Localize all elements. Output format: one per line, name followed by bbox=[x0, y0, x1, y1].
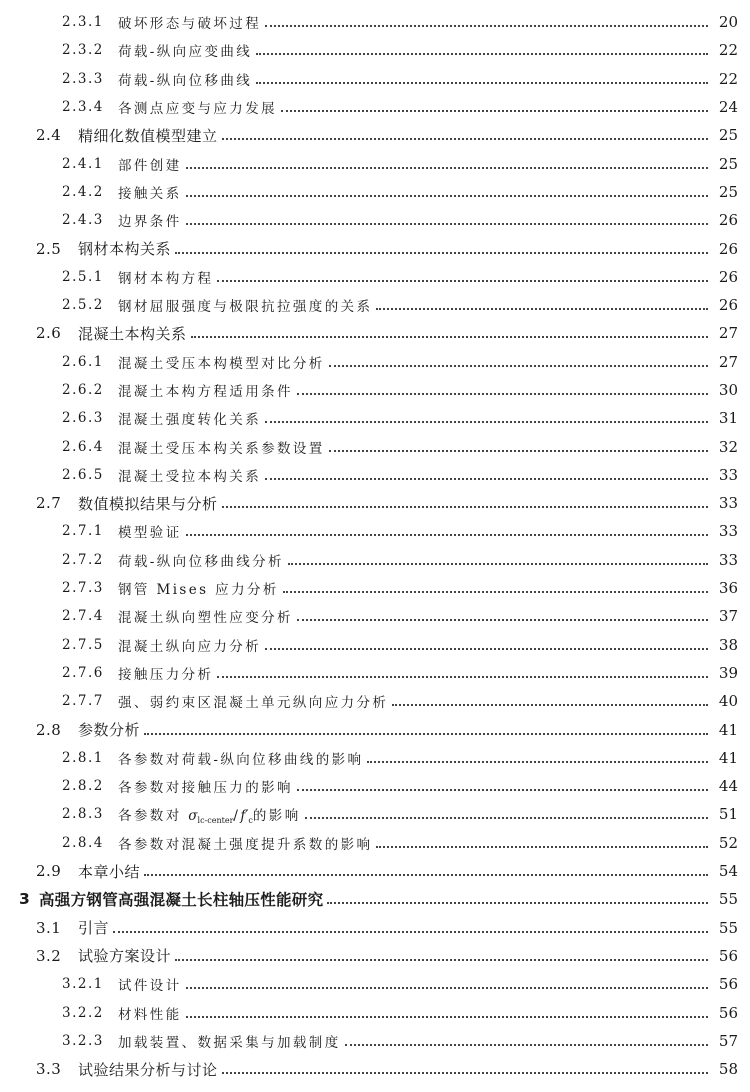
toc-entry-title: 钢材本构方程 bbox=[118, 270, 214, 287]
toc-entry-number: 3.2.3 bbox=[62, 1032, 104, 1049]
toc-entry-page: 32 bbox=[718, 437, 738, 456]
toc-entry-number: 3.2.2 bbox=[62, 1004, 104, 1021]
dot-leader bbox=[392, 704, 708, 706]
toc-entry-number: 3.2.1 bbox=[62, 976, 104, 993]
toc-entry[interactable] bbox=[0, 178, 750, 206]
dot-leader bbox=[265, 478, 708, 480]
toc-entry[interactable] bbox=[0, 461, 750, 489]
toc-entry-title: 荷载-纵向位移曲线分析 bbox=[118, 553, 284, 570]
toc-entry-number: 2.8 bbox=[36, 720, 62, 739]
toc-entry-title: 边界条件 bbox=[118, 214, 182, 231]
toc-entry-title: 钢管 Mises 应力分析 bbox=[118, 582, 279, 599]
toc-entry[interactable] bbox=[0, 8, 750, 36]
dot-leader bbox=[186, 167, 708, 169]
toc-entry-title: 混凝土纵向应力分析 bbox=[118, 638, 262, 655]
toc-entry[interactable] bbox=[0, 36, 750, 64]
toc-entry-number: 2.6.3 bbox=[62, 410, 104, 427]
toc-entry-title: 钢材屈服强度与极限抗拉强度的关系 bbox=[118, 299, 373, 316]
toc-entry-page: 51 bbox=[718, 805, 738, 824]
toc-entry-title: 材料性能 bbox=[118, 1006, 182, 1023]
dot-leader bbox=[217, 280, 708, 282]
toc-entry[interactable] bbox=[0, 263, 750, 291]
dot-leader bbox=[175, 252, 708, 254]
dot-leader bbox=[222, 138, 708, 140]
toc-entry-page: 58 bbox=[718, 1060, 738, 1079]
toc-entry-title bbox=[118, 804, 301, 825]
toc-entry-number: 3.3 bbox=[36, 1060, 62, 1079]
toc-entry-title: 试验方案设计 bbox=[78, 947, 172, 966]
toc-entry-page: 55 bbox=[718, 890, 738, 909]
toc-entry-number: 2.4.2 bbox=[62, 183, 104, 200]
toc-title-part-sub2: c bbox=[248, 815, 253, 825]
dot-leader bbox=[265, 25, 708, 27]
toc-entry[interactable] bbox=[0, 857, 750, 885]
toc-entry-number: 2.7.4 bbox=[62, 608, 104, 625]
toc-entry-title: 接触关系 bbox=[118, 185, 182, 202]
toc-entry[interactable] bbox=[0, 574, 750, 602]
toc-entry[interactable] bbox=[0, 970, 750, 998]
toc-entry-title: 混凝土纵向塑性应变分析 bbox=[118, 610, 293, 627]
toc-entry[interactable] bbox=[0, 885, 750, 913]
toc-entry-title: 荷载-纵向位移曲线 bbox=[118, 72, 253, 89]
dot-leader bbox=[144, 733, 708, 735]
toc-entry-title: 破坏形态与破坏过程 bbox=[118, 16, 262, 33]
toc-entry-title: 混凝土本构方程适用条件 bbox=[118, 384, 293, 400]
toc-title-part-sym: σ bbox=[188, 807, 198, 824]
dot-leader bbox=[217, 676, 708, 678]
toc-entry-title: 各参数对混凝土强度提升系数的影响 bbox=[118, 836, 373, 853]
dot-leader bbox=[297, 789, 708, 791]
toc-entry-title: 各参数对荷载-纵向位移曲线的影响 bbox=[118, 751, 364, 768]
dot-leader bbox=[376, 846, 708, 848]
toc-entry-title: 各参数对接触压力的影响 bbox=[118, 780, 293, 797]
toc-entry-page: 41 bbox=[718, 720, 738, 739]
toc-entry-page: 31 bbox=[718, 409, 738, 428]
toc-entry-title: 接触压力分析 bbox=[118, 666, 214, 683]
toc-entry-number: 2.8.1 bbox=[62, 749, 104, 766]
toc-entry-page: 33 bbox=[718, 465, 738, 484]
toc-entry-number: 3.2 bbox=[36, 946, 62, 965]
toc-entry[interactable] bbox=[0, 914, 750, 942]
toc-entry-title: 混凝土受压本构模型对比分析 bbox=[118, 355, 325, 372]
toc-entry-page: 33 bbox=[718, 522, 738, 541]
toc-entry-title: 各测点应变与应力发展 bbox=[118, 101, 277, 118]
dot-leader bbox=[113, 931, 708, 933]
toc-entry-page: 54 bbox=[718, 862, 738, 881]
toc-entry-number: 2.6.1 bbox=[62, 353, 104, 370]
toc-entry-number: 2.7.6 bbox=[62, 664, 104, 681]
toc-entry[interactable] bbox=[0, 631, 750, 659]
toc-entry-page: 30 bbox=[718, 381, 738, 399]
toc-entry-page: 27 bbox=[718, 352, 738, 371]
toc-entry-title: 高强方钢管高强混凝土长柱轴压性能研究 bbox=[39, 891, 324, 910]
toc-entry[interactable] bbox=[0, 93, 750, 121]
toc-entry-number: 2.7.2 bbox=[62, 551, 104, 568]
toc-entry-number: 2.3.1 bbox=[62, 14, 104, 31]
toc-entry-page: 20 bbox=[718, 13, 738, 32]
toc-entry[interactable] bbox=[0, 517, 750, 545]
toc-entry-page: 37 bbox=[718, 607, 738, 626]
dot-leader bbox=[281, 110, 708, 112]
toc-entry-title: 荷载-纵向应变曲线 bbox=[118, 44, 253, 61]
toc-entry-page: 40 bbox=[718, 692, 738, 711]
toc-entry[interactable] bbox=[0, 602, 750, 630]
toc-entry-number: 2.8.3 bbox=[62, 806, 104, 823]
toc-entry[interactable] bbox=[0, 348, 750, 376]
dot-leader bbox=[186, 223, 708, 225]
toc-entry-title: 数值模拟结果与分析 bbox=[78, 494, 218, 513]
toc-entry-page: 38 bbox=[718, 635, 738, 654]
toc-title-part-mid: / bbox=[233, 807, 241, 824]
toc-entry-number: 2.7.1 bbox=[62, 523, 104, 540]
toc-entry-page: 33 bbox=[718, 550, 738, 569]
toc-entry-number: 2.7.5 bbox=[62, 636, 104, 653]
toc-title-part-pre: 各参数对 bbox=[118, 807, 189, 824]
toc-entry[interactable] bbox=[0, 800, 750, 828]
dot-leader bbox=[345, 1044, 708, 1046]
toc-entry[interactable] bbox=[0, 998, 750, 1026]
dot-leader bbox=[186, 1016, 708, 1018]
toc-entry-page: 22 bbox=[718, 41, 738, 60]
toc-entry[interactable] bbox=[0, 546, 750, 574]
dot-leader bbox=[329, 450, 708, 452]
toc-entry[interactable] bbox=[0, 291, 750, 319]
toc-entry-page: 33 bbox=[718, 494, 738, 513]
toc-entry-title: 混凝土本构关系 bbox=[78, 324, 187, 343]
dot-leader bbox=[297, 619, 708, 621]
toc-entry-title: 试件设计 bbox=[118, 978, 182, 995]
toc-entry-title: 试验结果分析与讨论 bbox=[78, 1060, 218, 1079]
toc-entry-number: 2.7.3 bbox=[62, 580, 104, 597]
dot-leader bbox=[305, 817, 708, 819]
toc-entry-title: 强、弱约束区混凝土单元纵向应力分析 bbox=[118, 695, 389, 712]
toc-entry-title: 加载装置、数据采集与加载制度 bbox=[118, 1034, 341, 1051]
toc-entry[interactable] bbox=[0, 942, 750, 970]
dot-leader bbox=[175, 959, 708, 961]
toc-entry[interactable] bbox=[0, 121, 750, 149]
toc-entry[interactable] bbox=[0, 489, 750, 517]
toc-entry[interactable] bbox=[0, 376, 750, 404]
toc-entry[interactable] bbox=[0, 65, 750, 93]
toc-entry-title: 钢材本构关系 bbox=[78, 240, 172, 259]
toc-entry-title: 引言 bbox=[78, 919, 110, 938]
toc-entry-page: 26 bbox=[718, 211, 738, 230]
toc-entry-page: 25 bbox=[718, 182, 738, 201]
dot-leader bbox=[256, 82, 708, 84]
toc-entry-number: 2.5.2 bbox=[62, 297, 104, 314]
dot-leader bbox=[256, 53, 708, 55]
toc-entry-title: 部件创建 bbox=[118, 157, 182, 174]
toc-entry-title: 本章小结 bbox=[78, 862, 141, 881]
toc-entry-page: 22 bbox=[718, 69, 738, 88]
toc-entry-title: 参数分析 bbox=[78, 721, 141, 740]
dot-leader bbox=[297, 393, 708, 395]
toc-entry-page: 52 bbox=[718, 833, 738, 852]
toc-entry-page: 56 bbox=[718, 946, 738, 965]
dot-leader bbox=[265, 421, 708, 423]
toc-entry-number: 2.9 bbox=[36, 862, 62, 881]
dot-leader bbox=[288, 563, 708, 565]
toc-title-part-post: 的影响 bbox=[252, 807, 301, 824]
toc-entry-number: 2.3.3 bbox=[62, 70, 104, 87]
toc-entry-number: 2.7 bbox=[36, 494, 62, 513]
dot-leader bbox=[376, 308, 708, 310]
dot-leader bbox=[367, 761, 708, 763]
toc-entry-page: 24 bbox=[718, 98, 738, 117]
toc-entry-number: 2.3.4 bbox=[62, 99, 104, 116]
toc-entry-page: 36 bbox=[718, 579, 738, 598]
toc-entry-page: 27 bbox=[718, 324, 738, 343]
toc-entry[interactable] bbox=[0, 404, 750, 432]
toc-entry-number: 2.7.7 bbox=[62, 693, 104, 710]
toc-entry-page: 39 bbox=[718, 663, 738, 682]
toc-entry[interactable] bbox=[0, 432, 750, 460]
toc-entry-page: 26 bbox=[718, 239, 738, 258]
toc-entry-title: 混凝土受拉本构关系 bbox=[118, 468, 262, 485]
toc-entry[interactable] bbox=[0, 687, 750, 715]
toc-entry[interactable] bbox=[0, 1055, 750, 1083]
dot-leader bbox=[186, 987, 708, 989]
dot-leader bbox=[191, 336, 708, 338]
toc-entry-page: 41 bbox=[718, 748, 738, 767]
toc-entry[interactable] bbox=[0, 234, 750, 262]
toc-title-part-sub: lc-center bbox=[197, 815, 234, 825]
toc-entry-number: 2.4.1 bbox=[62, 155, 104, 172]
toc-entry-number: 2.6.4 bbox=[62, 438, 104, 455]
toc-entry-number: 2.4 bbox=[36, 126, 62, 145]
toc-entry-page: 55 bbox=[718, 918, 738, 937]
toc-entry[interactable] bbox=[0, 319, 750, 347]
dot-leader bbox=[327, 902, 708, 904]
toc-entry-number: 2.8.2 bbox=[62, 778, 104, 795]
toc-title-part-sym2: f′ bbox=[240, 807, 249, 824]
toc-entry-number: 3.1 bbox=[36, 918, 62, 937]
dot-leader bbox=[265, 648, 708, 650]
dot-leader bbox=[186, 195, 708, 197]
toc-entry-number: 2.5 bbox=[36, 239, 62, 258]
toc-entry-page: 25 bbox=[718, 154, 738, 173]
toc-entry-page: 57 bbox=[718, 1031, 738, 1050]
dot-leader bbox=[283, 591, 708, 593]
toc-entry-title: 模型验证 bbox=[118, 525, 182, 542]
toc-entry[interactable] bbox=[0, 1027, 750, 1055]
toc-entry-page: 26 bbox=[718, 296, 738, 315]
toc-entry-number: 2.6 bbox=[36, 324, 62, 343]
table-of-contents bbox=[0, 8, 750, 1083]
toc-entry[interactable] bbox=[0, 744, 750, 772]
toc-entry-number: 2.3.2 bbox=[62, 42, 104, 59]
dot-leader bbox=[144, 874, 708, 876]
dot-leader bbox=[222, 506, 708, 508]
toc-entry-title: 精细化数值模型建立 bbox=[78, 126, 218, 145]
toc-entry-page: 56 bbox=[718, 1003, 738, 1022]
toc-entry-title: 混凝土强度转化关系 bbox=[118, 412, 262, 429]
toc-entry-number: 2.6.5 bbox=[62, 466, 104, 483]
dot-leader bbox=[186, 534, 708, 536]
toc-entry-number: 3 bbox=[19, 890, 31, 909]
dot-leader bbox=[329, 365, 708, 367]
dot-leader bbox=[222, 1072, 708, 1074]
toc-entry-number: 2.4.3 bbox=[62, 212, 104, 229]
toc-entry-number: 2.6.2 bbox=[62, 382, 104, 398]
toc-entry[interactable] bbox=[0, 659, 750, 687]
toc-entry[interactable] bbox=[0, 715, 750, 743]
toc-entry-number: 2.8.4 bbox=[62, 834, 104, 851]
toc-entry[interactable] bbox=[0, 772, 750, 800]
toc-entry[interactable] bbox=[0, 829, 750, 857]
toc-entry[interactable] bbox=[0, 149, 750, 177]
toc-entry-page: 56 bbox=[718, 975, 738, 994]
toc-entry[interactable] bbox=[0, 206, 750, 234]
toc-entry-page: 26 bbox=[718, 267, 738, 286]
toc-entry-page: 44 bbox=[718, 777, 738, 796]
toc-entry-number: 2.5.1 bbox=[62, 268, 104, 285]
toc-entry-title: 混凝土受压本构关系参数设置 bbox=[118, 440, 325, 457]
toc-entry-page: 25 bbox=[718, 126, 738, 145]
